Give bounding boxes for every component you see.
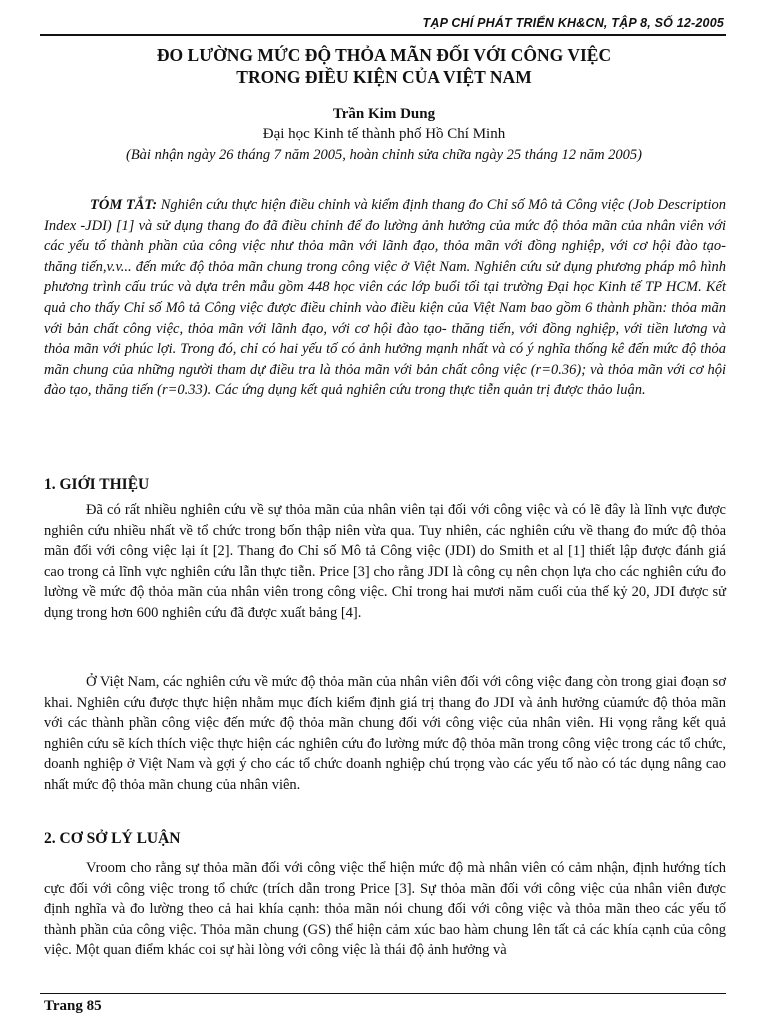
section-1-paragraph-2: Ở Việt Nam, các nghiên cứu về mức độ thỏa mãn của nhân viên đối với công việc đang còn trong giai đoạn sơ khai. Nghiên cứu được thực hiện nhằm mục đích kiểm định giá trị thang đo JDI và ảnh hưởng củamức độ thỏa mãn với các thành phần công việc đến mức độ thỏa mãn chung đối với công việc của nhân viên. Hi vọng rằng kết quả nghiên cứu sẽ kích thích việc thực hiện các nghiên cứu đo lường mức độ thỏa mãn trong công việc trong các tổ chức, doanh nghiệp ở Việt Nam và gợi ý cho các tổ chức doanh nghiệp chú trọng vào các yếu tố nào có tác dụng nâng cao nhất mức độ thỏa mãn chung của nhân viên. [44, 674, 726, 793]
author-affiliation: Đại học Kinh tế thành phố Hồ Chí Minh [262, 126, 506, 142]
author-name: Trần Kim Dung [332, 106, 436, 122]
journal-header: TẠP CHÍ PHÁT TRIỂN KH&CN, TẬP 8, SỐ 12-2005 [422, 16, 724, 30]
footer-rule [40, 993, 726, 994]
section-2-paragraph-1: Vroom cho rằng sự thỏa mãn đối với công việc thể hiện mức độ mà nhân viên có cảm nhận, định hướng tích cực đối với công việc trong tổ chức (trích dẫn trong Price [3]. Sự thỏa mãn đối với công việc của nhân viên được định nghĩa và đo lường theo cả hai khía cạnh: thỏa mãn nói chung đối với công việc và thỏa mãn theo các yếu tố thành phần của công việc. Thỏa mãn chung (GS) thể hiện cảm xúc bao hàm chung lên tất cả các khía cạnh của công việc. Một quan điểm khác coi sự hài lòng với công việc là thái độ ảnh hưởng và [44, 860, 726, 959]
title-line-1: ĐO LƯỜNG MỨC ĐỘ THỎA MÃN ĐỐI VỚI CÔNG VIỆC [156, 45, 612, 65]
section-1-paragraph-1: Đã có rất nhiều nghiên cứu về sự thỏa mãn của nhân viên tại đối với công việc và có lẽ đây là lĩnh vực được nghiên cứu nhiều nhất về tổ chức trong bốn thập niên vừa qua. Tuy nhiên, các nghiên cứu về thang đo mức độ thỏa mãn đối với công việc lại ít [2]. Thang đo Chỉ số Mô tả Công việc (JDI) do Smith et al [1] thiết lập được đánh giá cao trong cả lĩnh vực nghiên cứu lẫn thực tiễn. Price [3] cho rằng JDI là công cụ nên chọn lựa cho các nghiên cứu đo lường về mức độ thỏa mãn của nhân viên trong công việc. Chỉ trong hai mươi năm cuối của thế kỷ 20, JDI được sử dụng trong hơn 600 nghiên cứu đã được xuất bảng [4]. [44, 502, 726, 621]
abstract-label: TÓM TẮT: [90, 197, 158, 213]
received-dates: (Bài nhận ngày 26 tháng 7 năm 2005, hoàn chỉnh sửa chữa ngày 25 tháng 12 năm 2005) [125, 147, 643, 163]
article-title [40, 44, 728, 88]
section-2-heading: 2. CƠ SỞ LÝ LUẬN [44, 830, 181, 847]
page-number: Trang 85 [44, 998, 102, 1014]
abstract [44, 195, 726, 401]
abstract-text: Nghiên cứu thực hiện điều chỉnh và kiểm định thang đo Chỉ số Mô tả Công việc (Job Description Index -JDI) [1] và sử dụng thang đo đã điều chỉnh để đo lường ảnh hưởng của mức độ thỏa mãn của nhân viên với các yếu tố thành phần của công việc như thỏa mãn với lãnh đạo, thỏa mãn với đồng nghiệp, với cơ hội đào tạo- thăng tiến,v.v... đến mức độ thỏa mãn chung trong công việc ở Việt Nam. Nghiên cứu sử dụng phương pháp mô hình phương trình cấu trúc và dựa trên mẫu gồm 448 học viên các lớp buổi tối tại trường Đại học Kinh tế TP HCM. Kết quả cho thấy Chỉ số Mô tả Công việc được điều chỉnh vào điều kiện của Việt Nam bao gồm 6 thành phần: thỏa mãn với bản chất công việc, thỏa mãn với lãnh đạo, với cơ hội đào tạo- thăng tiến, với đồng nghiệp, với tiền lương và thỏa mãn với phúc lợi. Trong đó, chỉ có hai yếu tố có ảnh hưởng mạnh nhất và có ý nghĩa thống kê đến mức độ thỏa mãn chung của những người tham dự điều tra là thỏa mãn với bản chất công việc (r=0.36); và thỏa mãn với cơ hội đào tạo, thăng tiến (r=0.33). Các ứng dụng kết quả nghiên cứu trong thực tiễn quản trị được thảo luận. [44, 197, 726, 399]
section-1-heading: 1. GIỚI THIỆU [44, 476, 150, 493]
header-rule [40, 34, 726, 36]
title-line-2: TRONG ĐIỀU KIỆN CỦA VIỆT NAM [236, 67, 532, 87]
